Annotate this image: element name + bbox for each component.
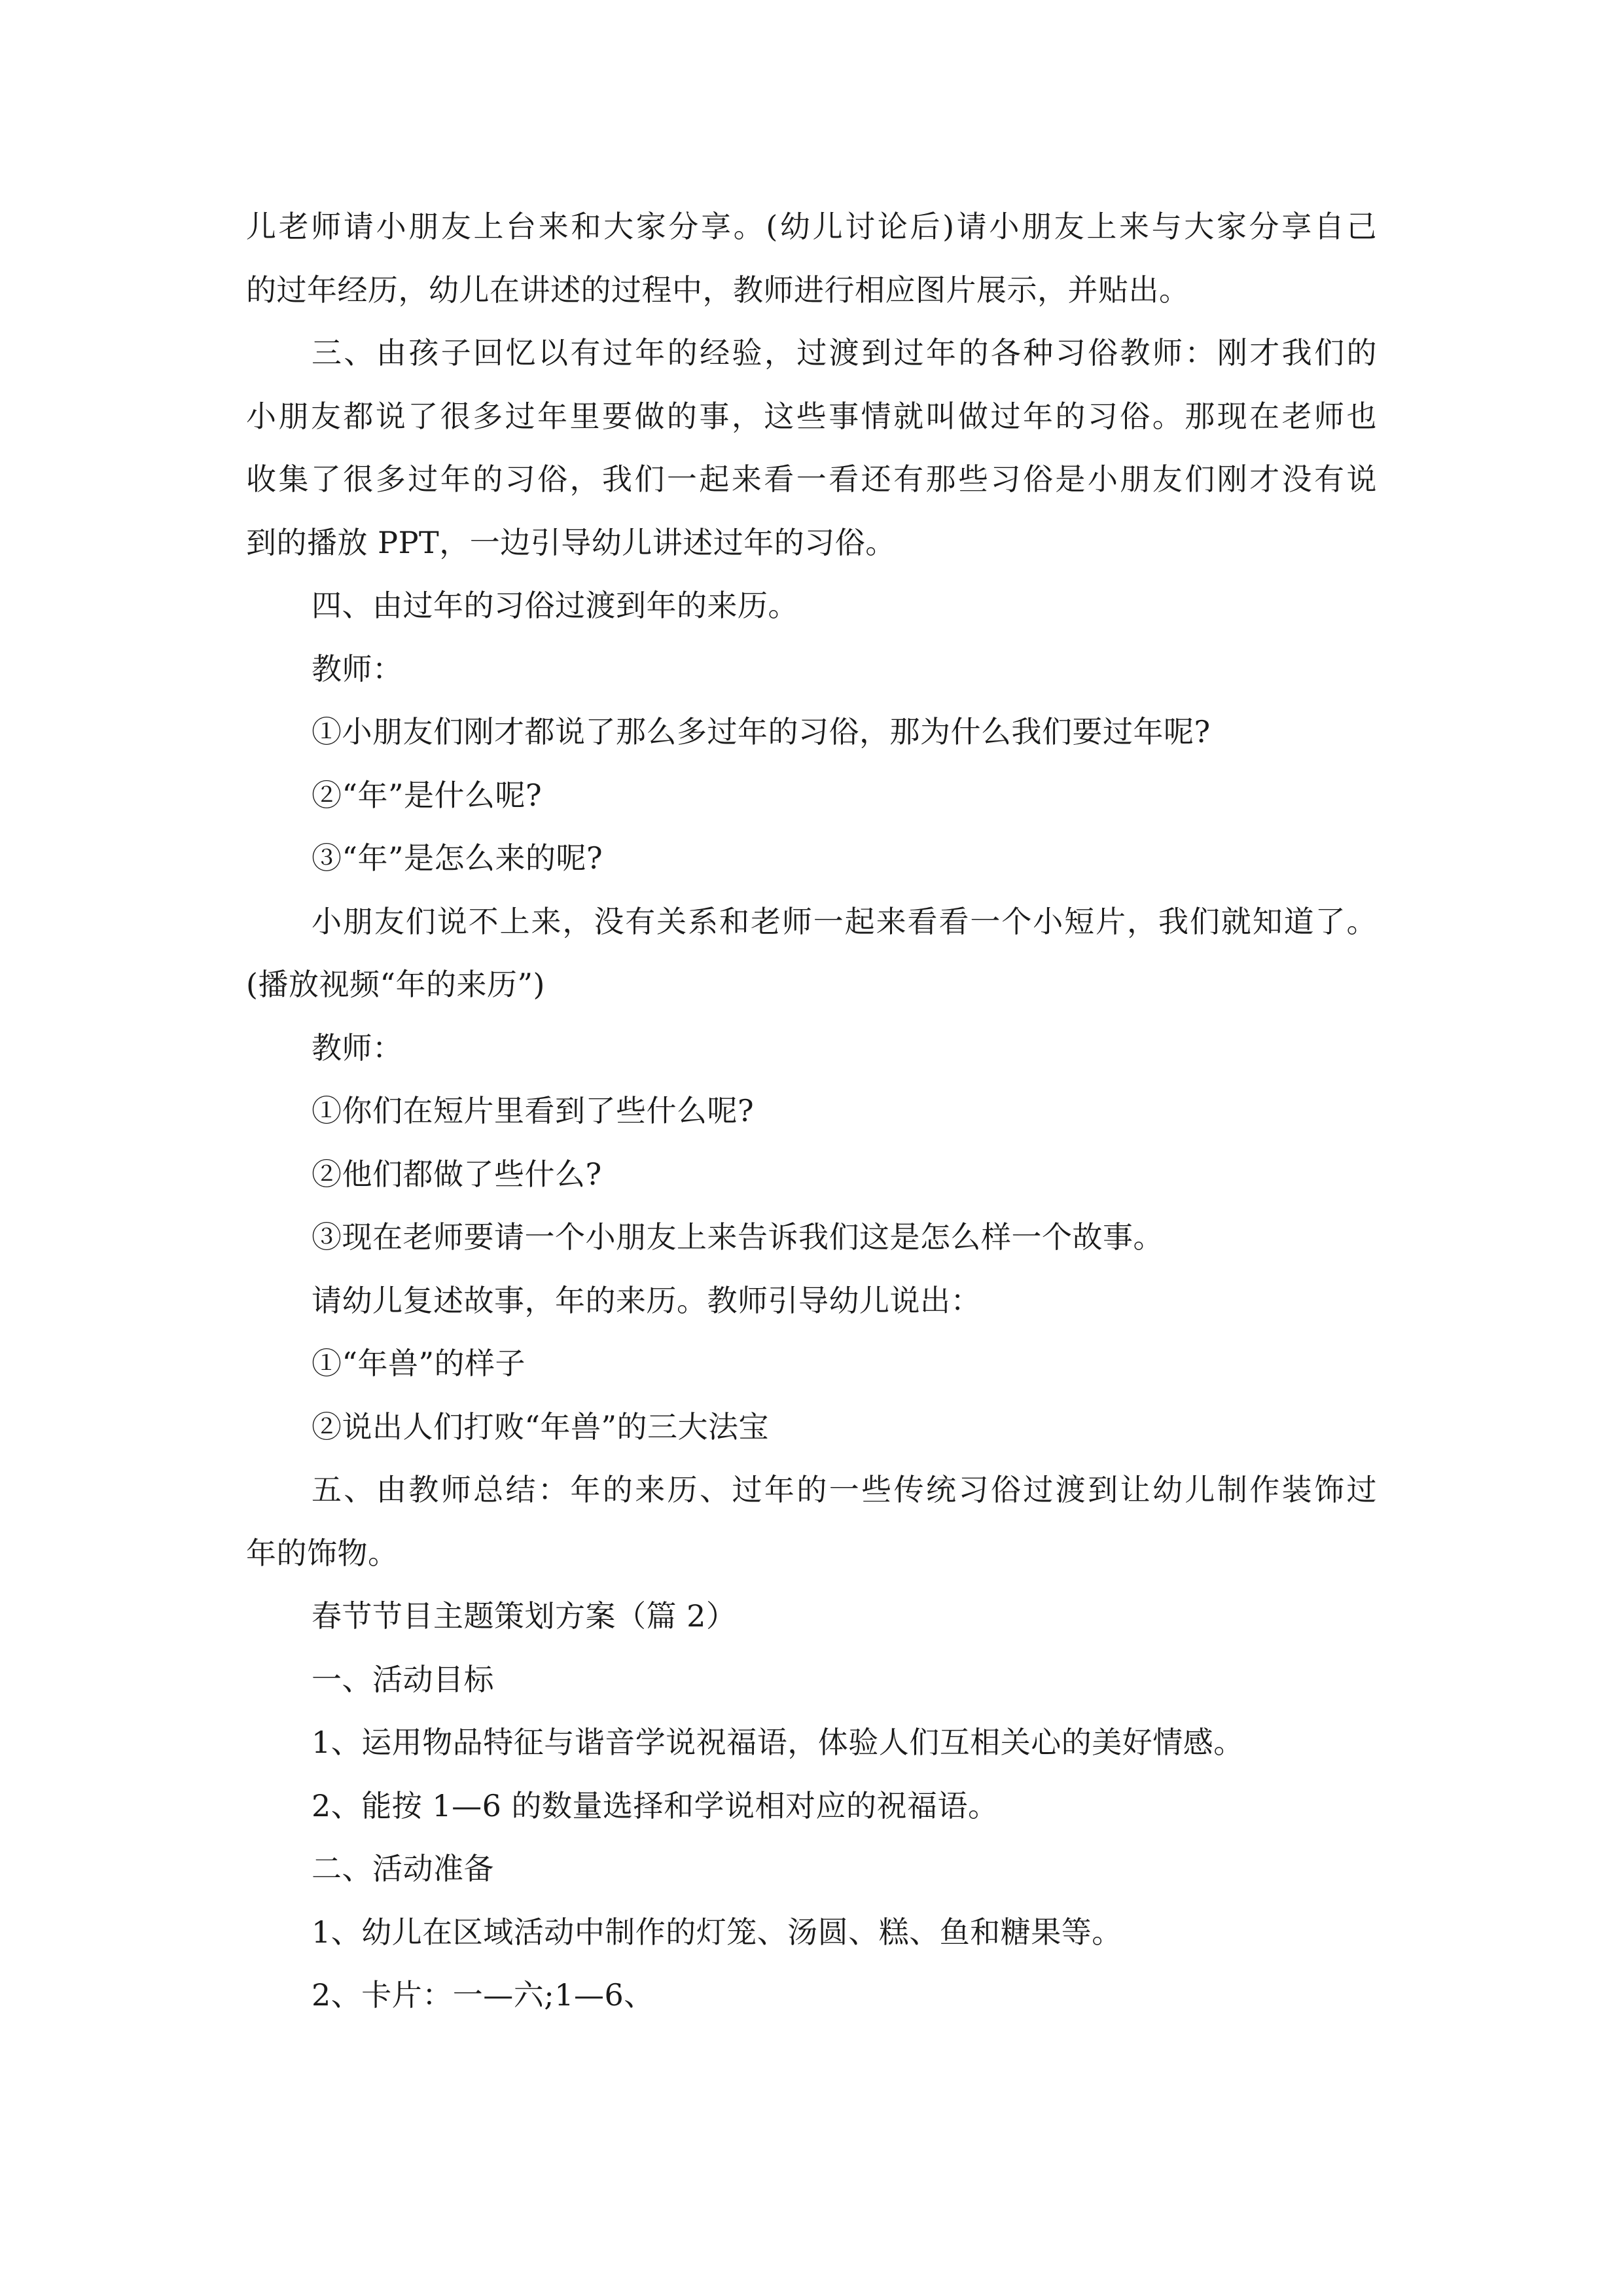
list-item: ③现在老师要请一个小朋友上来告诉我们这是怎么样一个故事。 xyxy=(312,1219,1164,1255)
list-item: ②他们都做了些什么? xyxy=(312,1156,602,1192)
section-heading: 一、活动目标 xyxy=(312,1661,494,1697)
paragraph-line: 年的饰物。 xyxy=(246,1535,399,1571)
list-item: ③“年”是怎么来的呢? xyxy=(312,840,603,876)
paragraph-line: 小朋友都说了很多过年里要做的事，这些事情就叫做过年的习俗。那现在老师也 xyxy=(246,398,1377,434)
paragraph-line: 小朋友们说不上来，没有关系和老师一起来看看一个小短片，我们就知道了。 xyxy=(312,903,1377,939)
paragraph-line: 五、由教师总结：年的来历、过年的一些传统习俗过渡到让幼儿制作装饰过 xyxy=(312,1472,1377,1507)
section-heading: 二、活动准备 xyxy=(312,1851,494,1886)
list-item: ②“年”是什么呢? xyxy=(312,777,543,813)
list-item: ①小朋友们刚才都说了那么多过年的习俗，那为什么我们要过年呢? xyxy=(312,714,1211,749)
paragraph-line: (播放视频“年的来历”) xyxy=(246,967,545,1002)
paragraph-line: 的过年经历，幼儿在讲述的过程中，教师进行相应图片展示，并贴出。 xyxy=(246,272,1190,308)
document-body xyxy=(246,195,1377,2027)
list-item: 2、卡片：一—六;1—6、 xyxy=(312,1977,654,2013)
paragraph-line: 儿老师请小朋友上台来和大家分享。(幼儿讨论后)请小朋友上来与大家分享自己 xyxy=(246,209,1377,244)
list-item: ②说出人们打败“年兽”的三大法宝 xyxy=(312,1408,770,1444)
list-item: ①你们在短片里看到了些什么呢? xyxy=(312,1093,755,1128)
list-item: 1、运用物品特征与谐音学说祝福语，体验人们互相关心的美好情感。 xyxy=(312,1725,1244,1760)
paragraph-line: 三、由孩子回忆以有过年的经验，过渡到过年的各种习俗教师：刚才我们的 xyxy=(312,335,1377,370)
paragraph-line: 收集了很多过年的习俗，我们一起来看一看还有那些习俗是小朋友们刚才没有说 xyxy=(246,461,1377,497)
list-item: ①“年兽”的样子 xyxy=(312,1346,526,1381)
paragraph-line: 到的播放 PPT，一边引导幼儿讲述过年的习俗。 xyxy=(246,524,896,560)
paragraph-line: 请幼儿复述故事，年的来历。教师引导幼儿说出： xyxy=(312,1282,981,1318)
section-heading: 四、由过年的习俗过渡到年的来历。 xyxy=(312,588,798,623)
paragraph-line: 教师： xyxy=(312,1030,403,1066)
list-item: 1、幼儿在区域活动中制作的灯笼、汤圆、糕、鱼和糖果等。 xyxy=(312,1914,1122,1950)
list-item: 2、能按 1—6 的数量选择和学说相对应的祝福语。 xyxy=(312,1787,999,1823)
section-title: 春节节目主题策划方案（篇 2） xyxy=(312,1598,737,1634)
paragraph-line: 教师： xyxy=(312,651,403,687)
